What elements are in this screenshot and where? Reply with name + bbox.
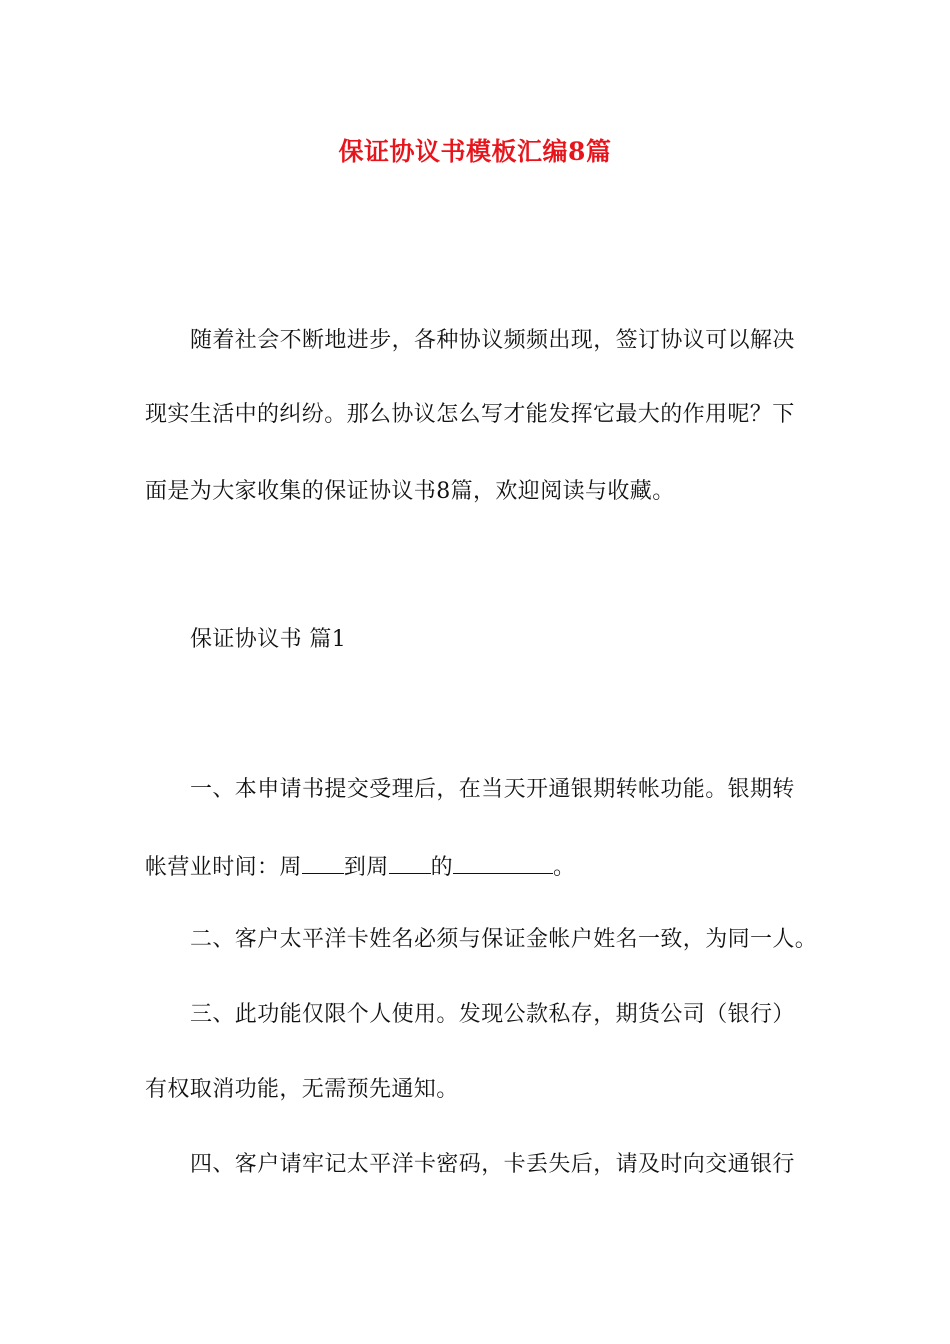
intro-line-1: 随着社会不断地进步，各种协议频频出现，签订协议可以解决 xyxy=(190,328,795,353)
document-title: 保证协议书模板汇编8篇 xyxy=(338,137,612,166)
clause-3-line-1: 三、此功能仅限个人使用。发现公款私存，期货公司（银行） xyxy=(190,1002,795,1027)
clause-1-text-a: 帐营业时间：周 xyxy=(145,855,302,880)
blank-field-3[interactable] xyxy=(453,851,553,874)
clause-1-line-1: 一、本申请书提交受理后，在当天开通银期转帐功能。银期转 xyxy=(190,777,795,802)
section-heading: 保证协议书 篇1 xyxy=(190,627,347,652)
clause-4-line-1: 四、客户请牢记太平洋卡密码，卡丢失后，请及时向交通银行 xyxy=(190,1152,795,1177)
clause-1-text-d: 。 xyxy=(553,855,576,880)
intro-line-2: 现实生活中的纠纷。那么协议怎么写才能发挥它最大的作用呢？下 xyxy=(145,402,795,427)
clause-3-line-2: 有权取消功能，无需预先通知。 xyxy=(145,1077,459,1102)
intro-line-3: 面是为大家收集的保证协议书8篇，欢迎阅读与收藏。 xyxy=(145,479,675,504)
clause-1-line-2 xyxy=(145,851,825,883)
clause-1-text-b: 到周 xyxy=(343,855,389,880)
clause-1-text-c: 的 xyxy=(430,855,454,880)
blank-field-1[interactable] xyxy=(302,851,344,874)
blank-field-2[interactable] xyxy=(389,851,431,874)
clause-2-line-1: 二、客户太平洋卡姓名必须与保证金帐户姓名一致，为同一人。 xyxy=(190,927,818,952)
